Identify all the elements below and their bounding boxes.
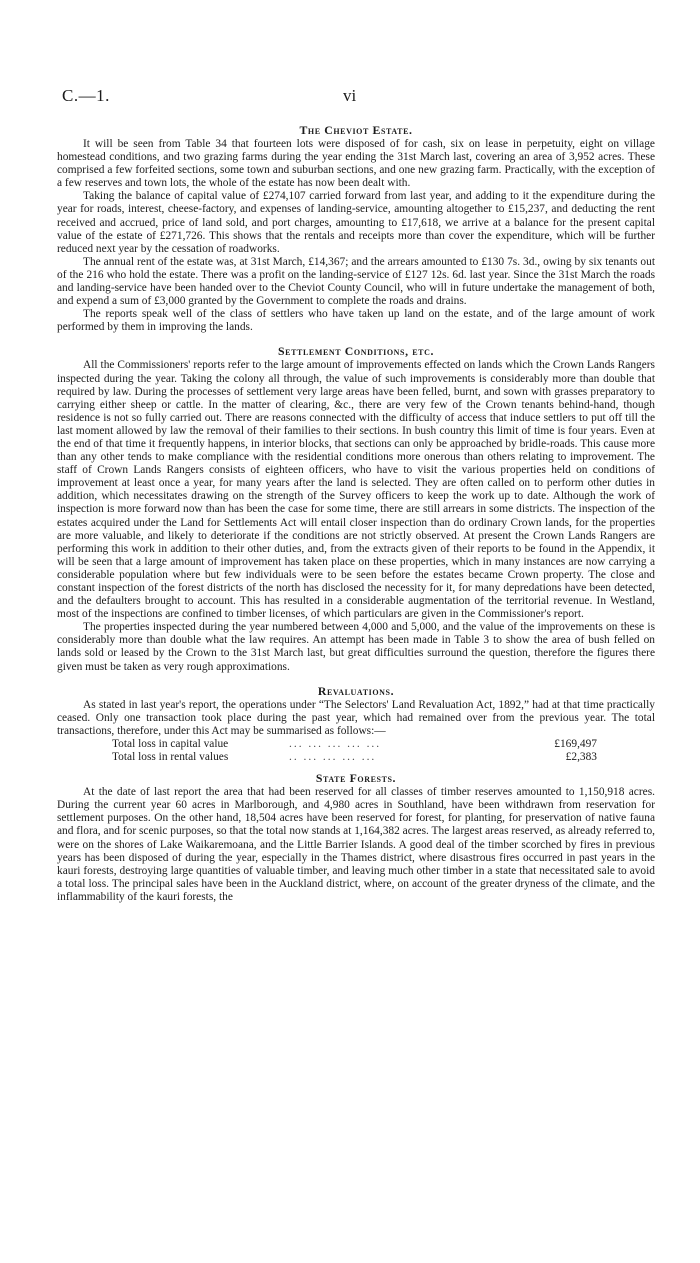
paragraph: As stated in last year's report, the operations under “The Selectors' Land Revaluation Act, 1892,” had at that time practically ceased. Only one transaction took place during the past year, which had remained over from the previous year. The total transactions, therefore, under this Act may be summarised as follows:—	[57, 698, 655, 737]
paragraph: The reports speak well of the class of settlers who have taken up land on the estate, and of the large amount of work performed by them in improving the lands.	[57, 308, 655, 334]
page-number: vi	[343, 86, 357, 105]
summary-row-capital	[57, 738, 655, 751]
section-heading: State Forests.	[315, 771, 397, 786]
paragraph: It will be seen from Table 34 that fourteen lots were disposed of for cash, six on lease in perpetuity, eight on village homestead conditions, and two grazing farms during the year ending the 31st March last, covering an area of 3,952 acres. These comprised a few forfeited sections, some town and suburban sections, and one new grazing farm. Practically, with the exception of a few reserves and town lots, the whole of the estate has now been dealt with.	[57, 138, 655, 190]
section-cheviot-estate	[57, 122, 655, 334]
section-heading: Revaluations.	[317, 683, 395, 698]
section-heading: Settlement Conditions, etc.	[278, 344, 434, 359]
section-revaluations	[57, 683, 655, 764]
paragraph: Taking the balance of capital value of £274,107 carried forward from last year, and adding to it the expenditure during the year for roads, interest, cheese-factory, and expenses of landing-service, amounting altogether to £15,237, and deducting the rent received and accrued, price of land sold, and port charges, amounting to £17,618, we arrive at a balance for the present capital value of the estate of £271,726. This shows that the rentals and receipts more than cover the expenditure, which will be further reduced next year by the cessation of roadworks.	[57, 190, 655, 255]
document-reference: C.—1.	[62, 86, 110, 105]
paragraph: The annual rent of the estate was, at 31st March, £14,367; and the arrears amounted to £130 7s. 3d., owing by six tenants out of the 216 who hold the estate. There was a profit on the landing-service of £127 12s. 6d. last year. Since the 31st March the roads and landing-service have been handed over to the Cheviot County Council, who will in future undertake the management of both, and expend a sum of £3,000 granted by the Government to complete the roads and drains.	[57, 255, 655, 308]
summary-row-rental	[57, 751, 655, 764]
paragraph: At the date of last report the area that had been reserved for all classes of timber reserves amounted to 1,150,918 acres. During the current year 60 acres in Marlborough, and 4,980 acres in Southland, have been withdrawn from reservation for settlement purposes. On the other hand, 18,504 acres have been reserved for forest, for planting, for preservation of native fauna and flora, and for scenic purposes, so that the total now stands at 1,164,382 acres. The largest areas reserved, as already referred to, were on the shores of Lake Waikaremoana, and the Little Barrier Islands. A good deal of the timber scorched by fires in previous years has been disposed of during the year, especially in the Thames district, where disastrous fires occurred in past years in the kauri forests, destroying large quantities of valuable timber, and leaving much other timber in a state that necessitated sale to avoid a total loss. The principal sales have been in the Auckland district, where, on account of the greater dryness of the climate, and the inflammability of the kauri forests, the	[57, 786, 655, 903]
summary-value: £2,383	[565, 751, 597, 764]
summary-value: £169,497	[554, 737, 597, 750]
dot-leader: .. ... ... ... ...	[289, 751, 377, 764]
paragraph: The properties inspected during the year numbered between 4,000 and 5,000, and the value of the improvements on these is considerably more than double what the law requires. An attempt has been made in Table 3 to show the area of bush felled on lands sold or leased by the Crown to the 31st March last, but great difficulties surround the question, therefore the figures there given must be taken as very rough approximations.	[57, 621, 655, 673]
section-heading: The Cheviot Estate.	[299, 123, 413, 137]
summary-label: Total loss in capital value	[112, 737, 229, 750]
section-state-forests	[57, 770, 655, 904]
section-settlement-conditions	[57, 343, 655, 673]
body-column	[57, 122, 655, 904]
dot-leader: ... ... ... ... ...	[289, 737, 382, 750]
summary-label: Total loss in rental values	[112, 751, 229, 764]
paragraph: All the Commissioners' reports refer to the large amount of improvements effected on lands which the Crown Lands Rangers inspected during the year. Taking the colony all through, the value of such improvements is considerably more than double that required by law. During the processes of settlement very large areas have been felled, burnt, and sown with grasses preparatory to carrying either sheep or cattle. In the matter of clearing, &c., there are very few of the Crown tenants behind-hand, though residence is not so fully carried out. There are reasons connected with the difficulty of access that induce settlers to put off till the last moment allowed by law the removal of their families to their sections. In bush country this limit of time is four years. Even at the end of that time it frequently happens, in interior blocks, that sections can only be approached by bridle-roads. This cause more than any other tends to make compliance with the residential conditions more onerous than others relating to improvement. The staff of Crown Lands Rangers consists of eighteen officers, who have to visit the various properties held on conditions of improvement at least once a year, for many years after the land is selected. They are often called on to perform other duties in addition, which necessitates drawing on the strength of the Survey officers to keep the work up to date. Although the work of inspection is more forward now than has been the case for some time, there are still arrears in some districts. The inspection of the estates acquired under the Land for Settlements Act will entail closer inspection than do ordinary Crown lands, for the properties are more valuable, and likely to deteriorate if the conditions are not strictly observed. At present the Crown Lands Rangers are performing this work in addition to their other duties, and, from the extracts given of their reports to be found in the Appendix, it will be seen that a large amount of improvement has taken place on these properties, which in many instances are now carrying a considerable population where but few individuals were to be seen before the estates became Crown property. The close and constant inspection of the forest districts of the north has disclosed the necessity for it, for many depredations have been detected, and the defaulters brought to account. This has resulted in a considerable augmentation of the territorial revenue. In Westland, most of the inspections are confined to timber licenses, of which particulars are given in the Commissioner's report.	[57, 359, 655, 621]
